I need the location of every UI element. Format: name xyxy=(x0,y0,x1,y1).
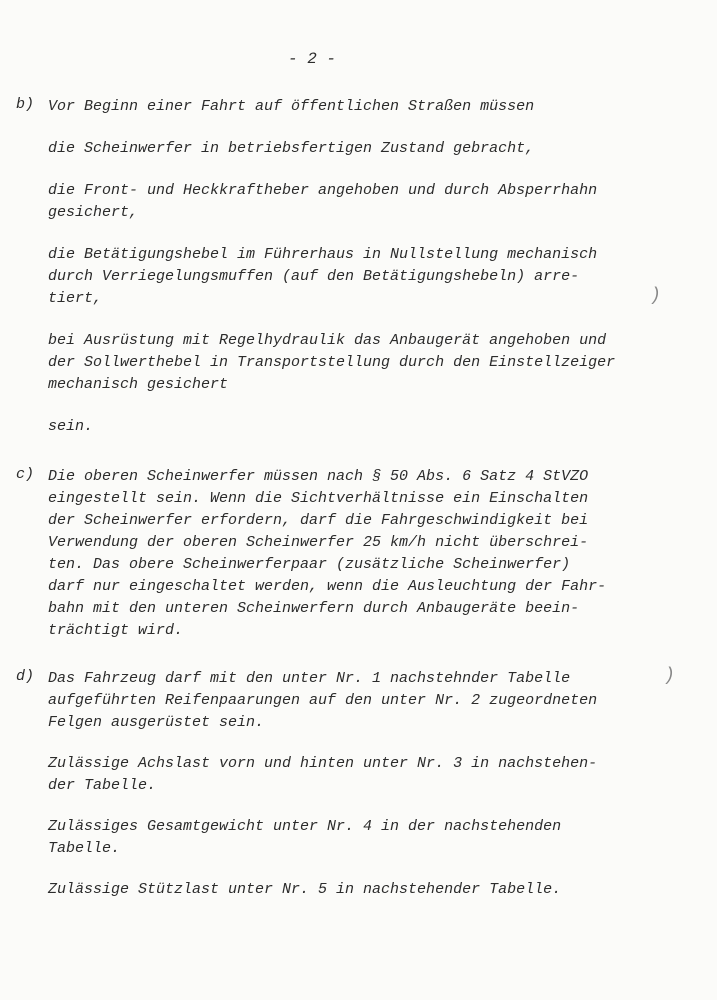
section-d-axle-load: Zulässige Achslast vorn und hinten unter Nr. 3 in nachstehen- der Tabelle. xyxy=(48,755,598,794)
section-d-label: d) xyxy=(16,668,35,685)
punch-hole-mark-top: ) xyxy=(650,286,661,306)
section-c-body xyxy=(48,466,703,642)
section-b-intro: Vor Beginn einer Fahrt auf öffentlichen Straßen müssen xyxy=(48,98,535,115)
section-c-text: Die oberen Scheinwerfer müssen nach § 50 Abs. 6 Satz 4 StVZO eingestellt sein. Wenn die Sichtverhältnisse ein Einschalten der Scheinwerfer erfordern, darf die Fahrgeschwindigkeit bei Verwendung der oberen Scheinwerfer 25 km/h nicht überschrei- ten. Das obere Scheinwerferpaar (zusätzliche Scheinwerfer) darf nur eingeschaltet werden, wenn die Ausleuchtung der Fahr- bahn mit den unteren Scheinwerfern durch Anbaugeräte beein- trächtigt wird. xyxy=(48,468,607,639)
section-c-label: c) xyxy=(16,466,35,483)
section-d-tires: Das Fahrzeug darf mit den unter Nr. 1 nachstehnder Tabelle aufgeführten Reifenpaarungen auf den unter Nr. 2 zugeordneten Felgen ausgerüstet sein. xyxy=(48,670,598,731)
section-b-item-lifts: die Front- und Heckkraftheber angehoben und durch Absperrhahn gesichert, xyxy=(48,182,598,221)
section-d-body xyxy=(48,668,703,901)
section-b-closing: sein. xyxy=(48,418,94,435)
page-number: - 2 - xyxy=(288,50,337,68)
section-d-support-load: Zulässige Stützlast unter Nr. 5 in nachstehender Tabelle. xyxy=(48,881,562,898)
section-b-item-headlights: die Scheinwerfer in betriebsfertigen Zustand gebracht, xyxy=(48,140,535,157)
section-b-item-levers: die Betätigungshebel im Führerhaus in Nullstellung mechanisch durch Verriegelungsmuffen (auf den Betätigungshebeln) arre- tiert, xyxy=(48,246,598,307)
section-b-label: b) xyxy=(16,96,35,113)
section-b-item-hydraulics: bei Ausrüstung mit Regelhydraulik das Anbaugerät angehoben und der Sollwerthebel in Transportstellung durch den Einstellzeiger mechanisch gesichert xyxy=(48,332,616,393)
section-d-total-weight: Zulässiges Gesamtgewicht unter Nr. 4 in der nachstehenden Tabelle. xyxy=(48,818,562,857)
punch-hole-mark-bottom: ) xyxy=(664,666,675,686)
section-b-body xyxy=(48,96,703,438)
